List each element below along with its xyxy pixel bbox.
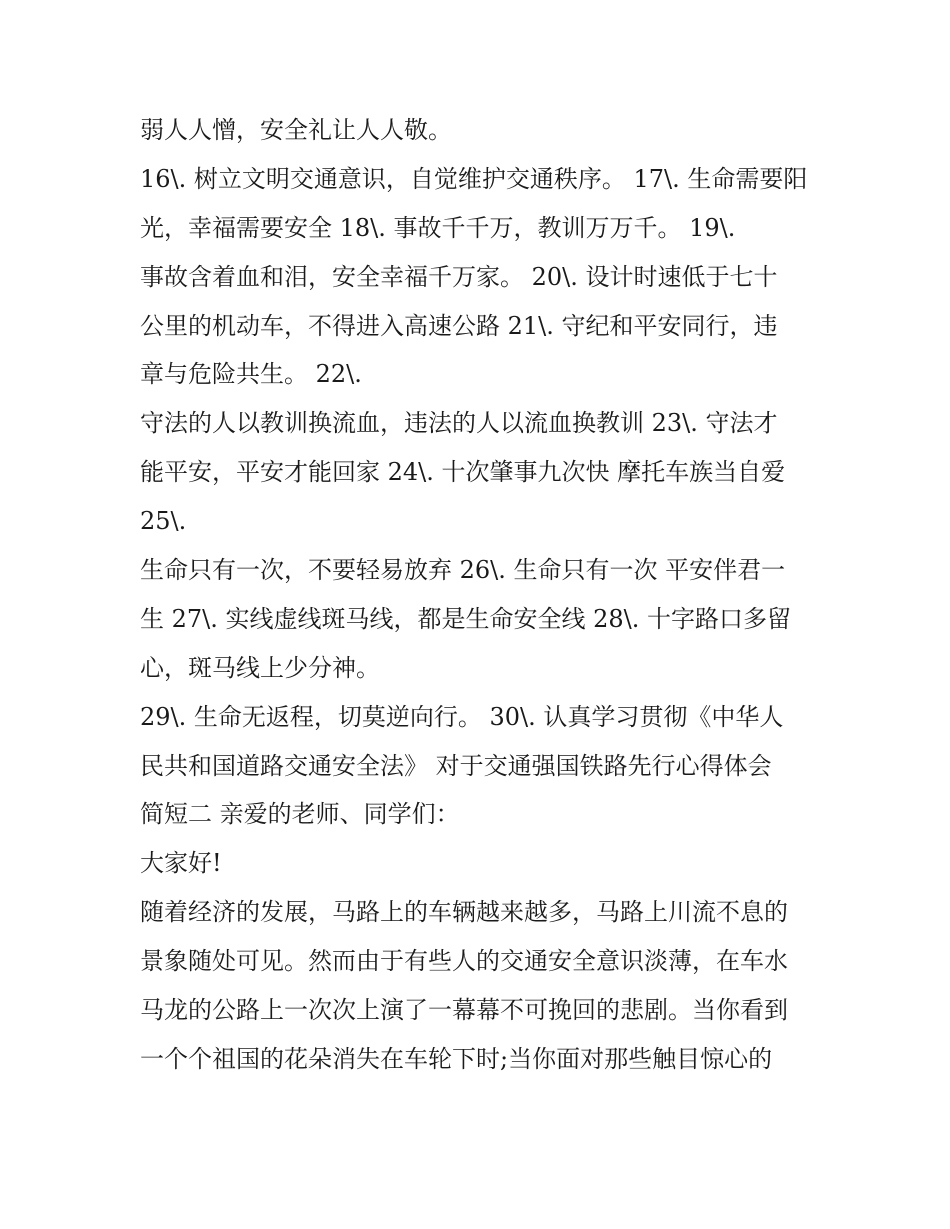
text-line: 心，斑马线上少分神。 [140, 653, 380, 682]
text-line: 简短二 亲爱的老师、同学们： [140, 800, 460, 829]
text-line: 生命只有一次，不要轻易放弃 26\. 生命只有一次 平安伴君一 [140, 556, 786, 585]
text-line: 章与危险共生。 22\. [140, 360, 362, 389]
text-line: 随着经济的发展，马路上的车辆越来越多，马路上川流不息的 [140, 898, 788, 927]
text-line: 民共和国道路交通安全法》 对于交通强国铁路先行心得体会 [140, 751, 772, 780]
text-line: 景象随处可见。然而由于有些人的交通安全意识淡薄，在车水 [140, 947, 788, 976]
text-line: 守法的人以教训换流血，违法的人以流血换教训 23\. 守法才 [140, 409, 778, 438]
text-line: 光，幸福需要安全 18\. 事故千千万，教训万万千。 19\. [140, 213, 736, 242]
text-line: 能平安，平安才能回家 24\. 十次肇事九次快 摩托车族当自爱 [140, 458, 786, 487]
text-line: 事故含着血和泪，安全幸福千万家。 20\. 设计时速低于七十 [140, 262, 778, 291]
text-line: 公里的机动车，不得进入高速公路 21\. 守纪和平安同行，违 [140, 311, 778, 340]
text-line: 25\. [140, 507, 187, 536]
text-line: 16\. 树立文明交通意识，自觉维护交通秩序。 17\. 生命需要阳 [140, 164, 808, 193]
text-line: 29\. 生命无返程，切莫逆向行。 30\. 认真学习贯彻《中华人 [140, 702, 784, 731]
document-body [140, 106, 820, 1084]
text-line: 马龙的公路上一次次上演了一幕幕不可挽回的悲剧。当你看到 [140, 996, 788, 1025]
text-line: 大家好! [140, 849, 222, 878]
text-line: 一个个祖国的花朵消失在车轮下时;当你面对那些触目惊心的 [140, 1044, 773, 1073]
text-line: 生 27\. 实线虚线斑马线，都是生命安全线 28\. 十字路口多留 [140, 604, 792, 633]
text-line: 弱人人憎，安全礼让人人敬。 [140, 116, 452, 144]
